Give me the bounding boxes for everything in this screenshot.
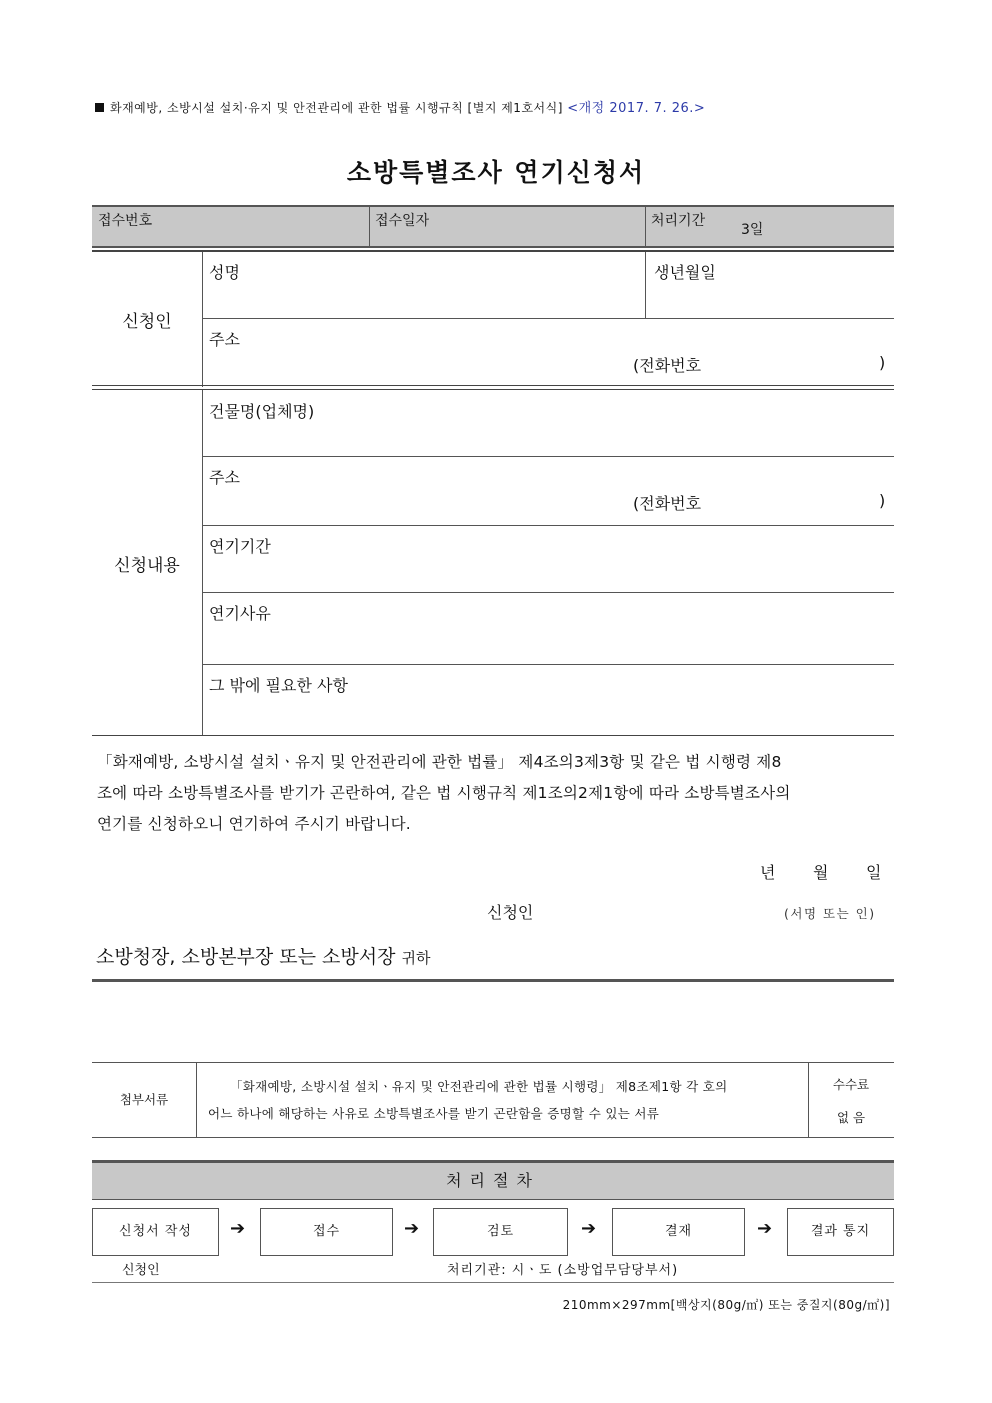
building-address-field[interactable] [203,457,894,525]
other-matters-field[interactable] [203,665,894,735]
arrow-right-icon: ➔ [230,1218,246,1239]
fee-label: 수수료 [832,1077,870,1092]
date-year-label: 년 [760,863,776,882]
section-bottom-border [92,735,894,736]
attachment-text-1: 「화재예방, 소방시설 설치ㆍ유지 및 안전관리에 관한 법률 시행령」 제8조제1항 각 호의 [230,1079,728,1094]
arrow-right-icon: ➔ [404,1218,420,1239]
postpone-reason-field[interactable] [203,593,894,664]
receipt-header [92,205,894,248]
processing-days: 3일 [741,222,764,238]
processing-period-label: 처리기간 [651,213,706,229]
divider [92,1282,894,1283]
regulation-text: 화재예방, 소방시설 설치·유지 및 안전관리에 관한 법률 시행규칙 [별지 제1호서식] [110,101,563,115]
reason-label: 연기사유 [209,604,271,623]
step-review: 검토 [433,1208,568,1256]
processing-period-cell [645,207,894,246]
step-receipt: 접수 [260,1208,393,1256]
addressee-suffix: 귀하 [401,949,431,967]
step-write-application: 신청서 작성 [92,1208,219,1256]
address-label: 주소 [209,330,240,349]
statement-line-2: 조에 따라 소방특별조사를 받기가 곤란하여, 같은 법 시행규칙 제1조의2제1항에 따라 소방특별조사의 [97,784,791,802]
period-label: 연기기간 [209,537,271,556]
receipt-no-cell[interactable] [92,207,369,246]
date-day-label: 일 [866,863,882,882]
regulation-line [95,97,705,116]
procedure-agency-label: 처리기관: 시ㆍ도 (소방업무담당부서) [447,1263,679,1278]
phone-label: (전화번호 [633,494,702,513]
step-result-notice: 결과 통지 [787,1208,894,1256]
receipt-no-label: 접수번호 [98,213,153,229]
applicant-birth-field[interactable] [646,252,894,318]
phone-close: ) [879,491,886,510]
applicant-section-label: 신청인 [122,312,172,332]
attachment-label: 첨부서류 [119,1092,169,1107]
applicant-address-field[interactable] [203,319,894,385]
statement-line-3: 연기를 신청하오니 연기하여 주시기 바랍니다. [97,815,411,833]
receipt-date-cell[interactable] [369,207,645,246]
addressee [96,942,431,969]
arrow-right-icon: ➔ [581,1218,597,1239]
square-bullet-icon [95,103,104,112]
statement-line-1: 「화재예방, 소방시설 설치ㆍ유지 및 안전관리에 관한 법률」 제4조의3제3항 및 같은 법 시행령 제8 [97,753,782,771]
signature-applicant-label: 신청인 [487,903,534,922]
procedure-applicant-label: 신청인 [122,1263,160,1278]
step-approval: 결재 [612,1208,745,1256]
form-title: 소방특별조사 연기신청서 [346,158,646,187]
double-line [92,385,894,386]
name-label: 성명 [209,263,240,282]
divider [196,1063,197,1137]
signature-note[interactable]: (서명 또는 인) [784,906,876,921]
arrow-right-icon: ➔ [757,1218,773,1239]
revision-date: <개정 2017. 7. 26.> [567,101,706,116]
addressee-underline [92,979,894,982]
attachment-text-2: 어느 하나에 해당하는 사유로 소방특별조사를 받기 곤란함을 증명할 수 있는 서류 [208,1106,660,1121]
phone-close: ) [879,353,886,372]
fee-value: 없 음 [836,1110,866,1125]
paper-spec-footer: 210mm×297mm[백상지(80g/㎡) 또는 중질지(80g/㎡)] [562,1298,890,1312]
birth-label: 생년월일 [654,263,716,282]
attachment-table [92,1062,894,1138]
building-name-field[interactable] [203,390,894,456]
applicant-name-field[interactable] [203,252,645,318]
procedure-header: 처리절차 [92,1160,894,1200]
postpone-period-field[interactable] [203,526,894,592]
date-month-label: 월 [813,863,829,882]
building-label: 건물명(업체명) [209,402,315,421]
address-label: 주소 [209,468,240,487]
receipt-date-label: 접수일자 [375,213,430,229]
other-label: 그 밖에 필요한 사항 [209,676,348,695]
phone-label: (전화번호 [633,356,702,375]
request-section-label: 신청내용 [114,556,180,576]
addressee-main: 소방청장, 소방본부장 또는 소방서장 [96,946,396,968]
